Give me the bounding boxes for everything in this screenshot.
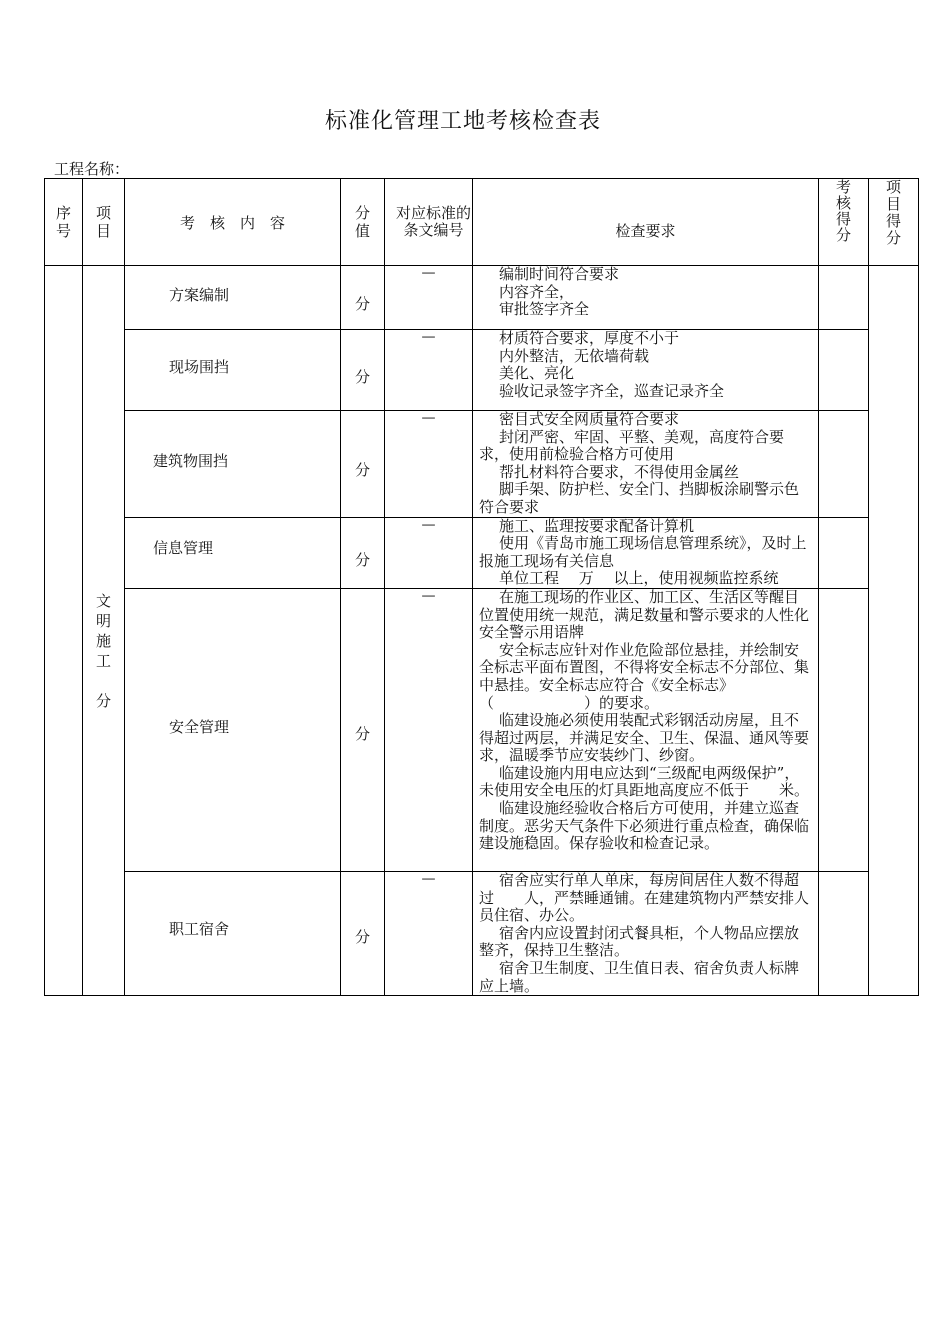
table-row <box>45 517 919 588</box>
requirement-cell: 密目式安全网质量符合要求 封闭严密、牢固、平整、美观，高度符合要求，使用前检验合格方可使用 帮扎材料符合要求，不得使用金属丝 脚手架、防护栏、安全门、挡脚板涂刷警示色符合要求 <box>473 411 819 518</box>
score-cell: 分 <box>341 588 385 871</box>
page-title: 标准化管理工地考核检查表 <box>324 109 601 134</box>
table-row <box>45 330 919 411</box>
content-cell: 职工宿舍 <box>125 871 341 995</box>
standard-cell: — <box>385 517 473 588</box>
project-name-label: 工程名称： <box>54 160 130 178</box>
exam-score-cell <box>819 411 869 518</box>
header-content: 考 核 内 容 <box>125 179 341 266</box>
table-row <box>45 871 919 995</box>
score-cell: 分 <box>341 266 385 330</box>
content-cell: 安全管理 <box>125 588 341 871</box>
score-cell: 分 <box>341 871 385 995</box>
exam-score-cell <box>819 517 869 588</box>
header-row <box>45 179 919 266</box>
header-item: 项 目 <box>83 179 125 266</box>
header-standard: 对应标准的条文编号 <box>385 179 473 266</box>
table-row <box>45 588 919 871</box>
requirement-cell: 在施工现场的作业区、加工区、生活区等醒目位置使用统一规范，满足数量和警示要求的人性化安全警示用语牌 安全标志应针对作业危险部位悬挂，并绘制安全标志平面布置图，不得将安全标志不分部位、集中悬挂。安全标志应符合《安全标志》（ ）的要求。 临建设施必须使用装配式彩钢活动房屋，且不得超过两层，并满足安全、卫生、保温、通风等要求，温暖季节应安装纱门、纱窗。 临建设施内用电应达到“三级配电两级保护”，未使用安全电压的灯具距地高度应不低于 米。 临建设施经验收合格后方可使用，并建立巡查制度。恶劣天气条件下必须进行重点检查，确保临建设施稳固。保存验收和检查记录。 <box>473 588 819 871</box>
standard-cell: — <box>385 588 473 871</box>
requirement-cell: 宿舍应实行单人单床，每房间居住人数不得超过 人，严禁睡通铺。在建建筑物内严禁安排人员住宿、办公。 宿舍内应设置封闭式餐具柜，个人物品应摆放整齐，保持卫生整洁。 宿舍卫生制度、卫生值日表、宿舍负责人标牌应上墙。 <box>473 871 819 995</box>
table-row <box>45 266 919 330</box>
standard-cell: — <box>385 266 473 330</box>
exam-score-cell <box>819 588 869 871</box>
requirement-cell: 编制时间符合要求 内容齐全， 审批签字齐全 <box>473 266 819 330</box>
exam-score-cell <box>819 266 869 330</box>
header-item-score: 项 目 得 分 <box>869 179 919 266</box>
seq-cell <box>45 266 83 996</box>
content-cell: 建筑物围挡 <box>125 411 341 518</box>
score-cell: 分 <box>341 517 385 588</box>
standard-cell: — <box>385 411 473 518</box>
content-cell: 方案编制 <box>125 266 341 330</box>
header-exam-score: 考 核 得 分 <box>819 179 869 266</box>
content-cell: 信息管理 <box>125 517 341 588</box>
requirement-cell: 施工、监理按要求配备计算机 使用《青岛市施工现场信息管理系统》，及时上报施工现场有关信息 单位工程 万 以上，使用视频监控系统 <box>473 517 819 588</box>
table-row <box>45 411 919 518</box>
header-score: 分 值 <box>341 179 385 266</box>
content-cell: 现场围挡 <box>125 330 341 411</box>
standard-cell: — <box>385 871 473 995</box>
inspection-table <box>44 178 919 996</box>
standard-cell: — <box>385 330 473 411</box>
category-cell: 文 明 施 工 分 <box>83 266 125 996</box>
score-cell: 分 <box>341 411 385 518</box>
header-requirement: 检查要求 <box>473 179 819 266</box>
exam-score-cell <box>819 871 869 995</box>
header-seq: 序 号 <box>45 179 83 266</box>
exam-score-cell <box>819 330 869 411</box>
item-score-cell <box>869 266 919 996</box>
score-cell: 分 <box>341 330 385 411</box>
requirement-cell: 材质符合要求，厚度不小于 内外整洁，无依墙荷载 美化、亮化 验收记录签字齐全，巡查记录齐全 <box>473 330 819 411</box>
